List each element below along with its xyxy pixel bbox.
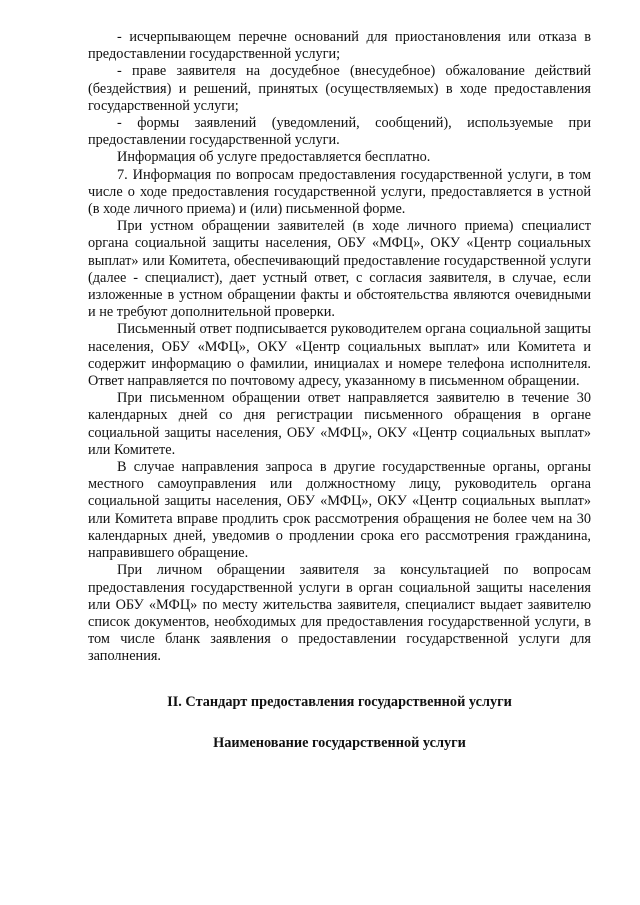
subsection-heading: Наименование государственной услуги [213,734,466,751]
list-item-appeal-right: - праве заявителя на досудебное (внесудебное) обжалование действий (бездействия) и решений, принятых (осуществляемых) в ходе предоставления государственной услуги; [88,63,591,114]
section-heading: II. Стандарт предоставления государственной услуги [167,693,512,710]
list-item-suspension-grounds: - исчерпывающем перечне оснований для приостановления или отказа в предоставлении государственной услуги; [88,29,591,63]
paragraph-extension: В случае направления запроса в другие государственные органы, органы местного самоуправления или должностному лицу, руководитель органа социальной защиты населения, ОБУ «МФЦ», ОКУ «Центр социальных выплат» или Комитета вправе продлить срок рассмотрения обращения не более чем на 30 календарных дней, уведомив о продлении срока его рассмотрения гражданина, направившего обращение. [88,459,591,562]
paragraph-free-service: Информация об услуге предоставляется бесплатно. [117,149,431,166]
paragraph-clause-7: 7. Информация по вопросам предоставления государственной услуги, в том числе о ходе предоставления государственной услуги, предоставляется в устной (в ходе личного приема) и (или) письменной форме. [88,166,591,218]
document-body [88,29,591,666]
list-item-application-forms: - формы заявлений (уведомлений, сообщений), используемые при предоставлении государственной услуги. [88,115,591,149]
paragraph-oral-request: При устном обращении заявителей (в ходе личного приема) специалист органа социальной защиты населения, ОБУ «МФЦ», ОКУ «Центр социальных выплат» или Комитета, обеспечивающий предоставление государственной услуги (далее - специалист), дает устный ответ, с согласия заявителя, в случае, если изложенные в устном обращении факты и обстоятельства являются очевидными и не требуют дополнительной проверки. [88,218,591,321]
paragraph-personal-consultation: При личном обращении заявителя за консультацией по вопросам предоставления государственной услуги в орган социальной защиты населения или ОБУ «МФЦ» по месту жительства заявителя, специалист выдает заявителю список документов, необходимых для предоставления государственной услуги, в том числе бланк заявления о предоставлении государственной услуги для заполнения. [88,562,591,665]
paragraph-written-answer: Письменный ответ подписывается руководителем органа социальной защиты населения, ОБУ «МФЦ», ОКУ «Центр социальных выплат» или Комитета и содержит информацию о фамилии, инициалах и номере телефона исполнителя. Ответ направляется по почтовому адресу, указанному в письменном обращении. [88,321,591,390]
paragraph-written-request: При письменном обращении ответ направляется заявителю в течение 30 календарных дней со дня регистрации письменного обращения в органе социальной защиты населения, ОБУ «МФЦ», ОКУ «Центр социальных выплат» или Комитете. [88,390,591,458]
